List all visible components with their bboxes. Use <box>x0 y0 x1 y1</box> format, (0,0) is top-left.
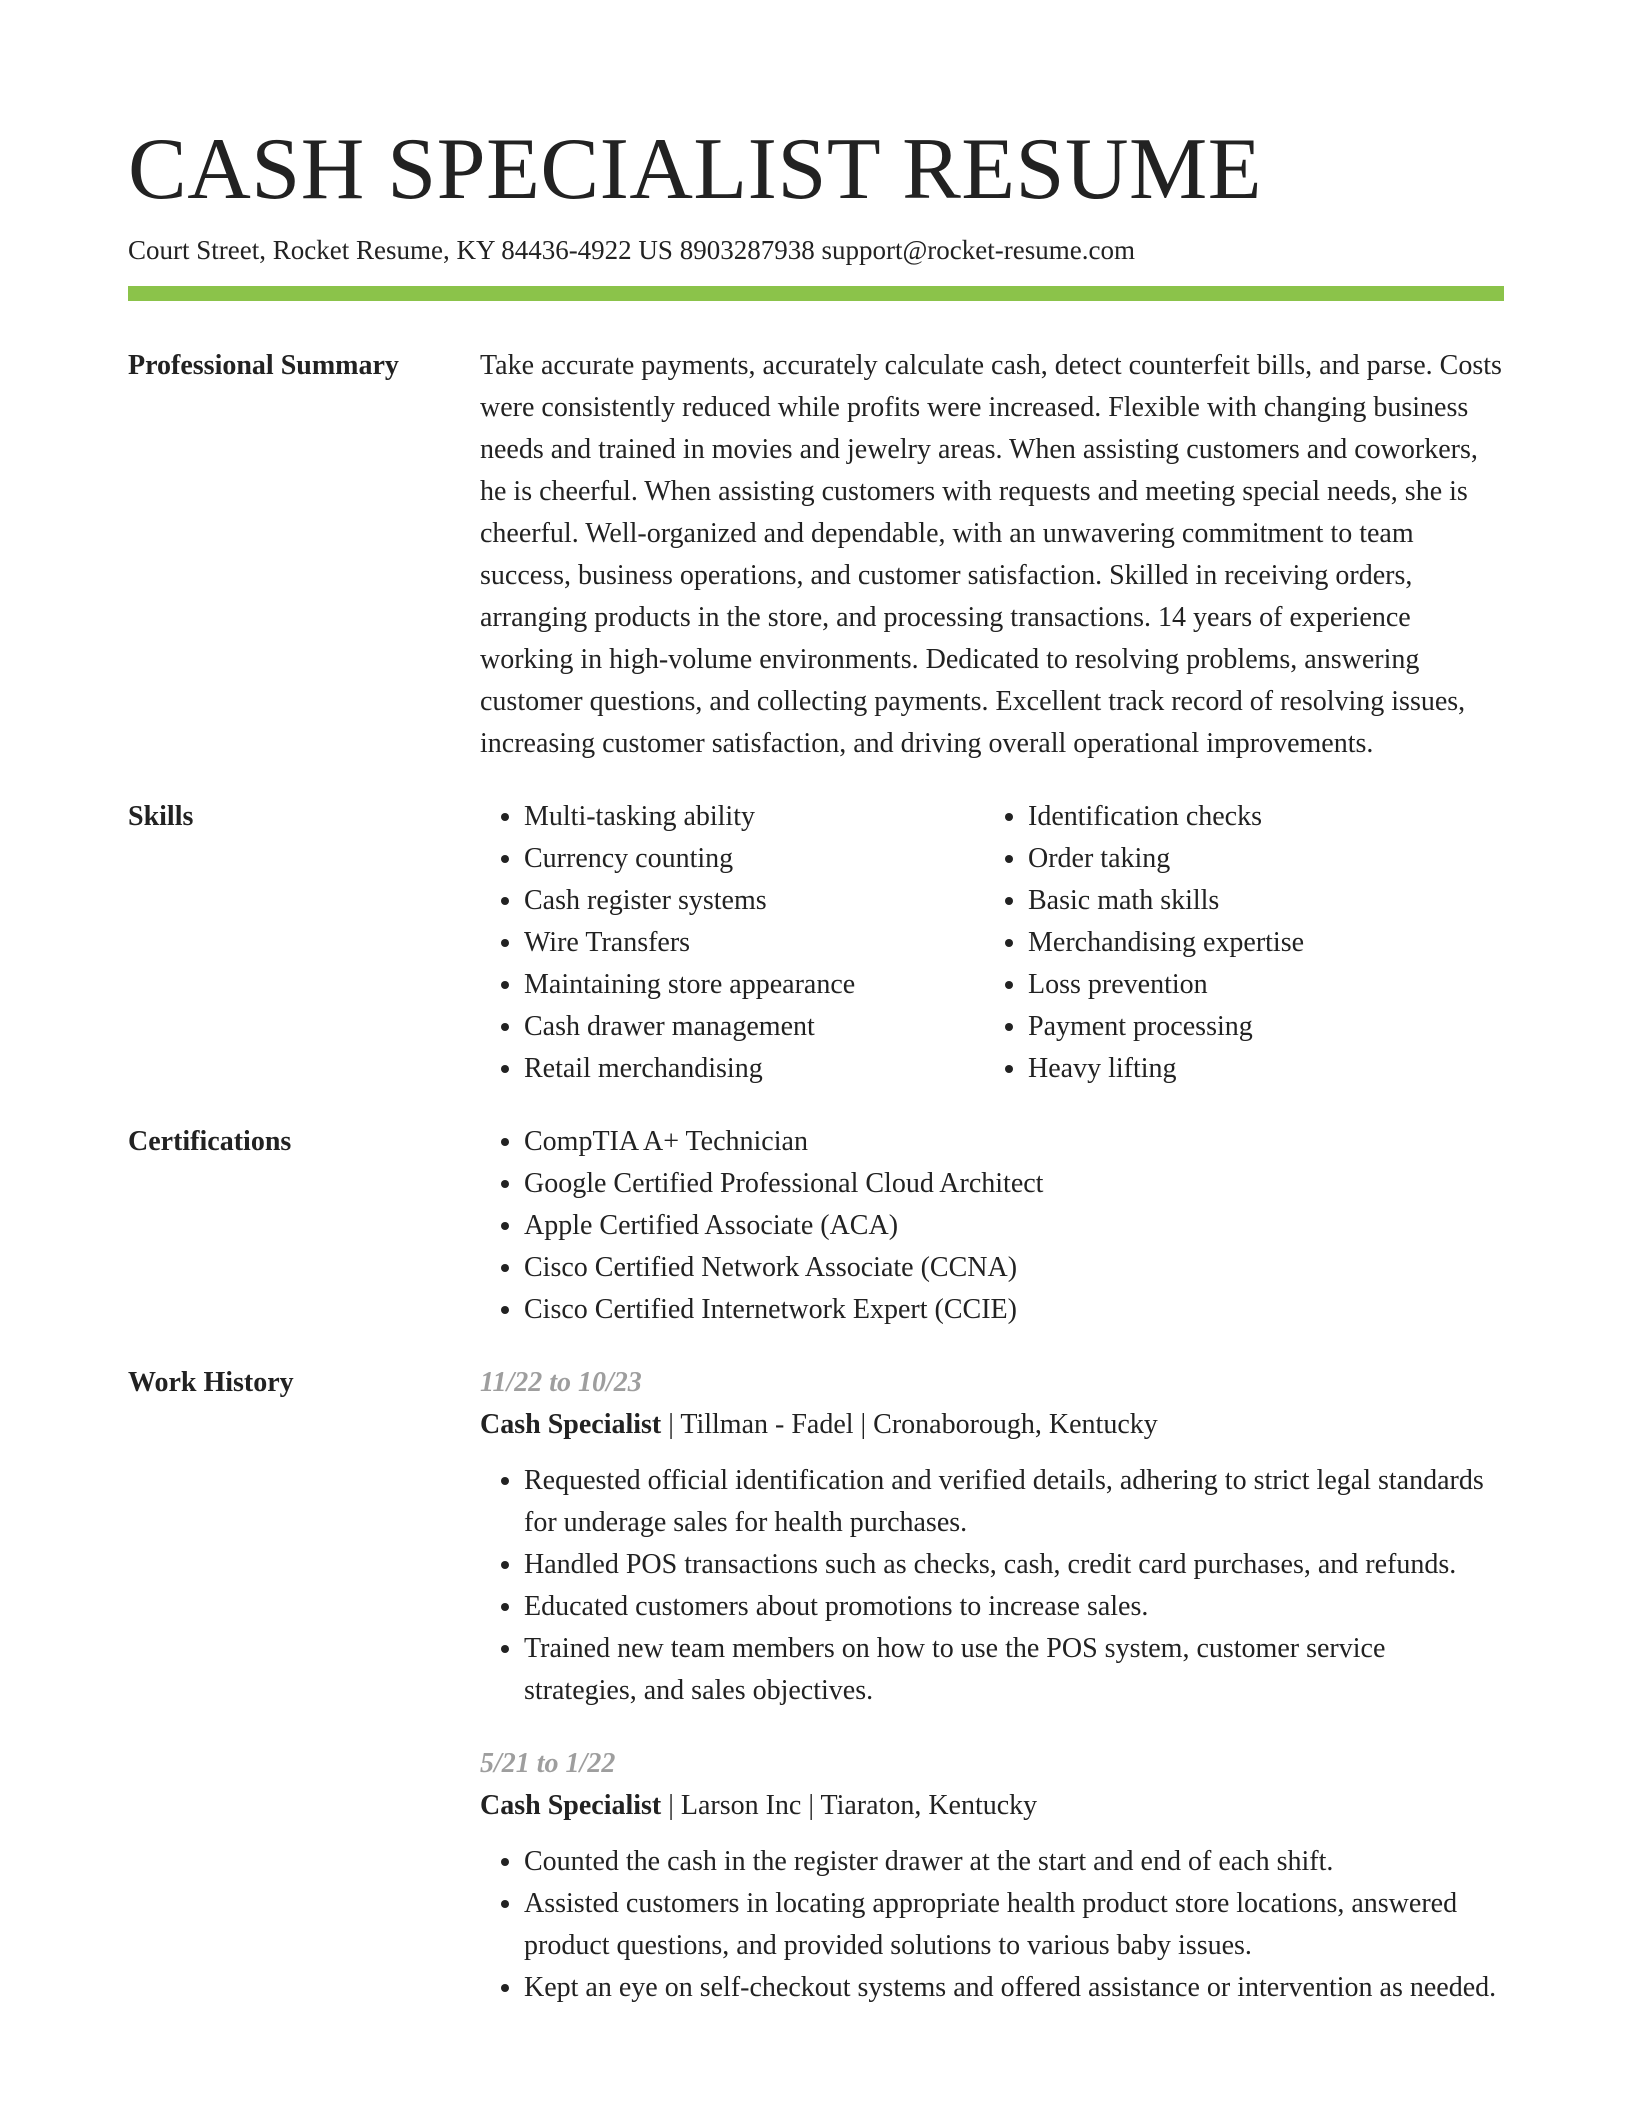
job-title: Cash Specialist <box>480 1790 662 1821</box>
list-item: • Loss prevention <box>1028 964 1488 1006</box>
list-item: • Assisted customers in locating appropriate health product store locations, answered product questions, and provided solutions to various baby issues. <box>524 1883 1504 1967</box>
list-item: • Requested official identification and verified details, adhering to strict legal standards for underage sales for health purchases. <box>524 1460 1504 1544</box>
job-bullets <box>480 1841 1504 2009</box>
list-item: • Basic math skills <box>1028 880 1488 922</box>
job-dates: 5/21 to 1/22 <box>480 1748 616 1779</box>
list-item: • Order taking <box>1028 838 1488 880</box>
resume-title: CASH SPECIALIST RESUME <box>128 121 1263 218</box>
work-history-section <box>128 1362 1504 2009</box>
list-item: • Identification checks <box>1028 796 1488 838</box>
work-history-body <box>480 1362 1504 2009</box>
list-item: • Cash drawer management <box>524 1006 984 1048</box>
list-item: • Wire Transfers <box>524 922 984 964</box>
list-item: • Counted the cash in the register drawer at the start and end of each shift. <box>524 1841 1504 1883</box>
summary-label: Professional Summary <box>128 350 399 381</box>
list-item: • Multi-tasking ability <box>524 796 984 838</box>
list-item: • Trained new team members on how to use the POS system, customer service strategies, and sales objectives. <box>524 1628 1504 1712</box>
job-dates: 11/22 to 10/23 <box>480 1367 642 1398</box>
list-item: • Kept an eye on self-checkout systems and offered assistance or intervention as needed. <box>524 1967 1504 2009</box>
resume-page <box>128 120 1504 2009</box>
list-item: • Cisco Certified Internetwork Expert (CCIE) <box>524 1289 1504 1331</box>
list-item: • Maintaining store appearance <box>524 964 984 1006</box>
list-item: • Educated customers about promotions to increase sales. <box>524 1586 1504 1628</box>
list-item: • Currency counting <box>524 838 984 880</box>
contact-line: Court Street, Rocket Resume, KY 84436-4922 US 8903287938 support@rocket-resume.com <box>128 235 1135 265</box>
skills-columns <box>480 796 1504 1090</box>
job-bullets <box>480 1460 1504 1712</box>
certifications-section <box>128 1121 1504 1331</box>
list-item: • CompTIA A+ Technician <box>524 1121 1504 1163</box>
job-details: | Tillman - Fadel | Cronaborough, Kentucky <box>661 1409 1158 1440</box>
header-divider <box>128 286 1504 301</box>
summary-section <box>128 345 1504 765</box>
skills-section <box>128 796 1504 1090</box>
list-item: • Google Certified Professional Cloud Architect <box>524 1163 1504 1205</box>
certifications-body <box>480 1121 1504 1331</box>
job-entry <box>480 1362 1504 1712</box>
list-item: • Merchandising expertise <box>1028 922 1488 964</box>
job-heading <box>480 1404 1504 1446</box>
job-title: Cash Specialist <box>480 1409 662 1440</box>
list-item: • Handled POS transactions such as checks, cash, credit card purchases, and refunds. <box>524 1544 1504 1586</box>
job-heading <box>480 1785 1504 1827</box>
skills-list-right <box>984 796 1488 1090</box>
list-item: • Apple Certified Associate (ACA) <box>524 1205 1504 1247</box>
certifications-list <box>480 1121 1504 1331</box>
summary-text: Take accurate payments, accurately calculate cash, detect counterfeit bills, and parse. Costs were consistently reduced while profits were increased. Flexible with changing business needs and trained in movies and jewelry areas. When assisting customers and coworkers, he is cheerful. When assisting customers with requests and meeting special needs, she is cheerful. Well-organized and dependable, with an unwavering commitment to team success, business operations, and customer satisfaction. Skilled in receiving orders, arranging products in the store, and processing transactions. 14 years of experience working in high-volume environments. Dedicated to resolving problems, answering customer questions, and collecting payments. Excellent track record of resolving issues, increasing customer satisfaction, and driving overall operational improvements. <box>480 350 1502 759</box>
job-details: | Larson Inc | Tiaraton, Kentucky <box>661 1790 1038 1821</box>
list-item: • Retail merchandising <box>524 1048 984 1090</box>
work-history-label: Work History <box>128 1367 294 1398</box>
list-item: • Cash register systems <box>524 880 984 922</box>
list-item: • Cisco Certified Network Associate (CCNA) <box>524 1247 1504 1289</box>
skills-label: Skills <box>128 801 194 832</box>
list-item: • Heavy lifting <box>1028 1048 1488 1090</box>
certifications-label: Certifications <box>128 1126 292 1157</box>
list-item: • Payment processing <box>1028 1006 1488 1048</box>
job-entry <box>480 1743 1504 2009</box>
skills-list-left <box>480 796 984 1090</box>
